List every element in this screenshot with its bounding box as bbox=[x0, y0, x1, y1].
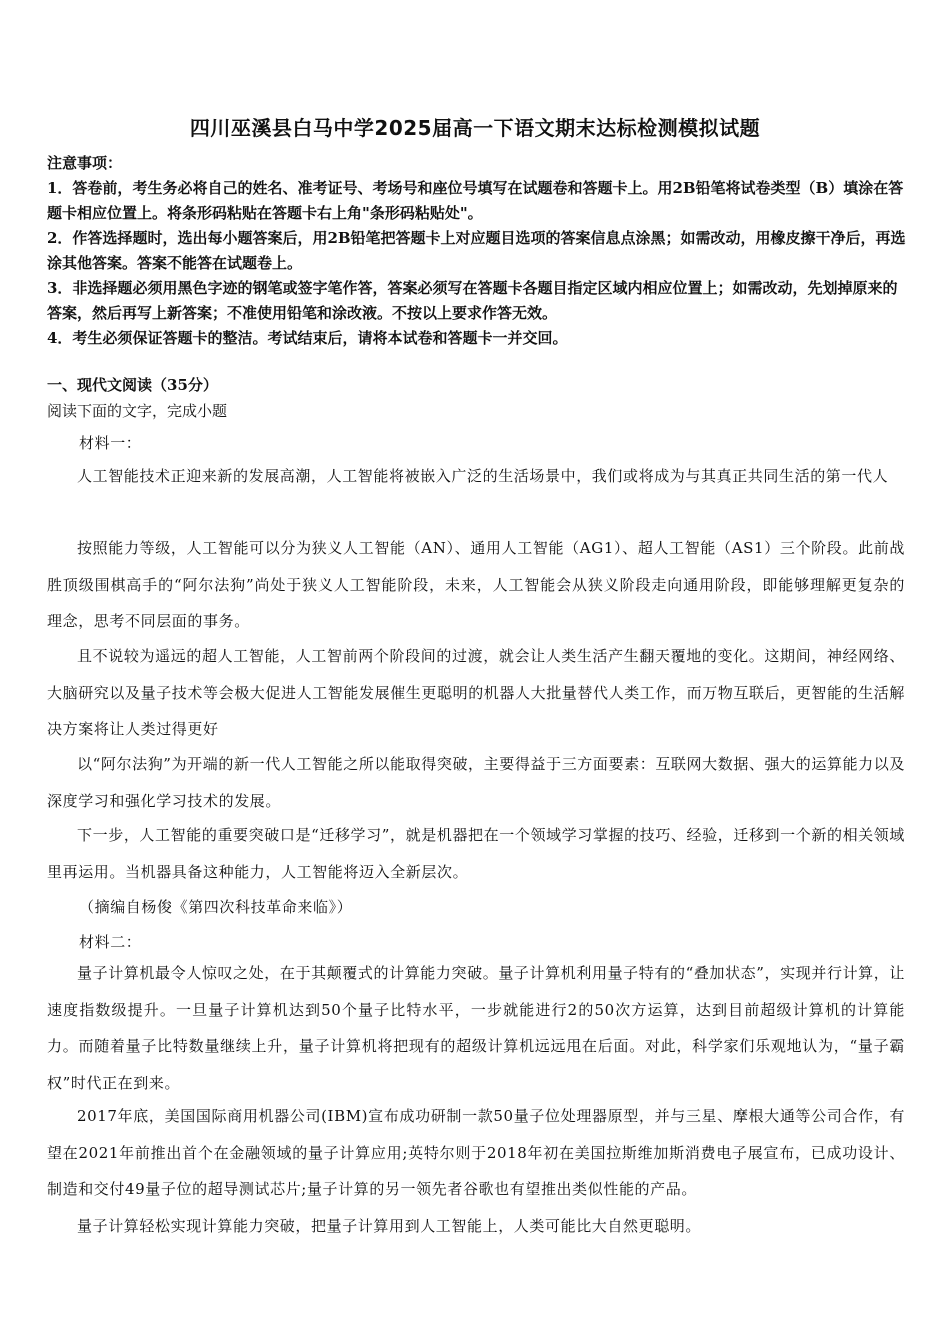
notice-heading: 注意事项： bbox=[47, 154, 123, 172]
notice-item: 1．答卷前，考生务必将自己的姓名、准考证号、考场号和座位号填写在试题卷和答题卡上。用2B铅笔将试卷类型（B）填涂在答题卡相应位置上。将条形码粘贴在答题卡右上角"条形码粘贴处"。 bbox=[47, 179, 904, 222]
notice-item: 4．考生必须保证答题卡的整洁。考试结束后，请将本试卷和答题卡一并交回。 bbox=[47, 329, 568, 347]
material-one-source: （摘编自杨俊《第四次科技革命来临》） bbox=[79, 898, 353, 916]
section-title: 一、现代文阅读（35分） bbox=[47, 376, 218, 394]
paragraph: 2017年底，美国国际商用机器公司(IBM)宣布成功研制一款50量子位处理器原型，并与三星、摩根大通等公司合作，有望在2021年前推出首个在金融领域的量子计算应用;英特尔则于2018年初在美国拉斯维加斯消费电子展宣布，已成功设计、制造和交付49量子位的超导测试芯片;量子计算的另一领先者谷歌也有望推出类似性能的产品。 bbox=[47, 1107, 905, 1198]
notice-item: 2．作答选择题时，选出每小题答案后，用2B铅笔把答题卡上对应题目选项的答案信息点涂黑；如需改动，用橡皮擦干净后，再选涂其他答案。答案不能答在试题卷上。 bbox=[47, 229, 906, 272]
paragraph: 以“阿尔法狗”为开端的新一代人工智能之所以能取得突破，主要得益于三方面要素：互联网大数据、强大的运算能力以及深度学习和强化学习技术的发展。 bbox=[47, 755, 905, 810]
paragraph: 量子计算机最令人惊叹之处，在于其颠覆式的计算能力突破。量子计算机利用量子特有的“叠加状态”，实现并行计算，让速度指数级提升。一旦量子计算机达到50个量子比特水平，一步就能进行2的50次方运算，达到目前超级计算机的计算能力。而随着量子比特数量继续上升，量子计算机将把现有的超级计算机远远甩在后面。对此，科学家们乐观地认为，“量子霸权”时代正在到来。 bbox=[47, 964, 905, 1092]
paragraph: 量子计算轻松实现计算能力突破，把量子计算用到人工智能上，人类可能比大自然更聪明。 bbox=[77, 1217, 702, 1235]
paragraph: 按照能力等级，人工智能可以分为狭义人工智能（AN）、通用人工智能（AG1）、超人工智能（AS1）三个阶段。此前战胜顶级围棋高手的“阿尔法狗”尚处于狭义人工智能阶段，未来，人工智能会从狭义阶段走向通用阶段，即能够理解更复杂的理念，思考不同层面的事务。 bbox=[47, 539, 905, 630]
reading-instruction: 阅读下面的文字，完成小题 bbox=[47, 402, 228, 420]
material-two-label: 材料二： bbox=[79, 933, 142, 951]
exam-title: 四川巫溪县白马中学2025届高一下语文期末达标检测模拟试题 bbox=[189, 116, 761, 140]
paragraph: 人工智能技术正迎来新的发展高潮，人工智能将被嵌入广泛的生活场景中，我们或将成为与其真正共同生活的第一代人 bbox=[77, 467, 889, 485]
paragraph: 下一步，人工智能的重要突破口是“迁移学习”，就是机器把在一个领域学习掌握的技巧、经验，迁移到一个新的相关领域里再运用。当机器具备这种能力，人工智能将迈入全新层次。 bbox=[47, 826, 905, 881]
paragraph: 且不说较为遥远的超人工智能，人工智前两个阶段间的过渡，就会让人类生活产生翻天覆地的变化。这期间，神经网络、大脑研究以及量子技术等会极大促进人工智能发展催生更聪明的机器人大批量替代人类工作，而万物互联后，更智能的生活解决方案将让人类过得更好 bbox=[47, 647, 906, 738]
notice-item: 3．非选择题必须用黑色字迹的钢笔或签字笔作答，答案必须写在答题卡各题目指定区域内相应位置上；如需改动，先划掉原来的答案，然后再写上新答案；不准使用铅笔和涂改液。不按以上要求作答无效。 bbox=[47, 279, 898, 322]
material-one-label: 材料一： bbox=[79, 434, 142, 452]
